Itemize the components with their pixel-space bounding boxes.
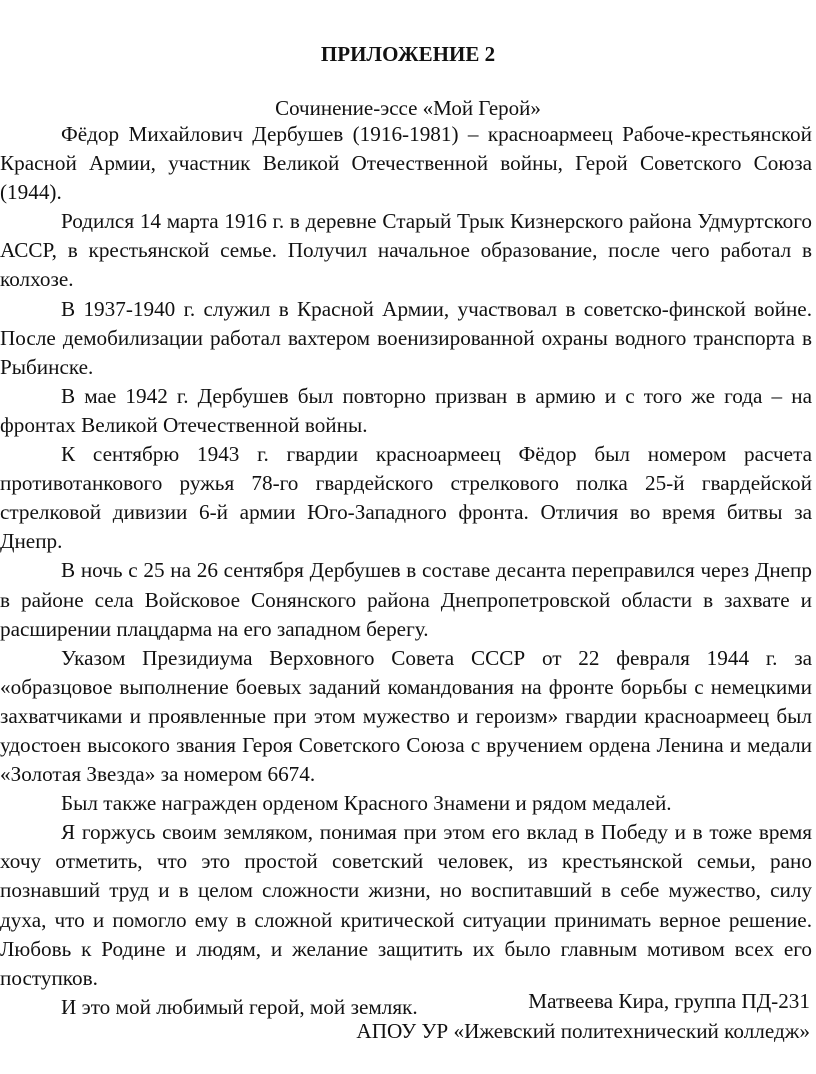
essay-paragraph: И это мой любимый герой, мой земляк. <box>61 994 418 1019</box>
essay-paragraph: Я горжусь своим земляком, понимая при этом его вклад в Победу и в тоже время хочу отметить, что это простой советский человек, из крестьянской семьи, рано познавший труд и в целом сложности жизни, но воспитавший в себе мужество, силу духа, что и помогло ему в сложной критической ситуации принимать верное решение. Любовь к Родине и людям, и желание защитить их было главным мотивом всех его поступков. <box>0 820 812 990</box>
essay-paragraph: В ночь с 25 на 26 сентября Дербушев в составе десанта переправился через Днепр в районе села Войсковое Сонянского района Днепропетровской области в захвате и расширении плацдарма на его западном берегу. <box>0 558 812 641</box>
essay-paragraph: Указом Президиума Верховного Совета СССР от 22 февраля 1944 г. за «образцовое выполнение боевых заданий командования на фронте борьбы с немецкими захватчиками и проявленные при этом мужество и героизм» гвардии красноармеец был удостоен высокого звания Героя Советского Союза с вручением ордена Ленина и медали «Золотая Звезда» за номером 6674. <box>0 645 812 787</box>
essay-paragraph: Был также награжден орденом Красного Знамени и рядом медалей. <box>61 791 672 816</box>
institution-line: АПОУ УР «Ижевский политехнический колледж» <box>356 1019 810 1043</box>
appendix-heading: ПРИЛОЖЕНИЕ 2 <box>320 42 496 66</box>
essay-title: Сочинение-эссе «Мой Герой» <box>275 96 541 120</box>
essay-paragraph: К сентябрю 1943 г. гвардии красноармеец Фёдор был номером расчета противотанкового ружья 78-го гвардейского стрелкового полка 25-й гвардейской стрелковой дивизии 6-й армии Юго-Западного фронта. Отличия во время битвы за Днепр. <box>0 442 812 554</box>
author-line: Матвеева Кира, группа ПД-231 <box>528 989 810 1013</box>
signature-block <box>356 986 810 1046</box>
essay-paragraph: В 1937-1940 г. служил в Красной Армии, участвовал в советско-финской войне. После демобилизации работал вахтером военизированной охраны водного транспорта в Рыбинске. <box>0 296 812 379</box>
essay-body <box>0 120 812 1022</box>
essay-paragraph: В мае 1942 г. Дербушев был повторно призван в армию и с того же года – на фронтах Великой Отечественной войны. <box>0 383 812 437</box>
essay-paragraph: Родился 14 марта 1916 г. в деревне Старый Трык Кизнерского района Удмуртского АССР, в крестьянской семье. Получил начальное образование, после чего работал в колхозе. <box>0 209 812 292</box>
essay-paragraph: Фёдор Михайлович Дербушев (1916-1981) – красноармеец Рабоче-крестьянской Красной Армии, участник Великой Отечественной войны, Герой Советского Союза (1944). <box>0 122 812 205</box>
